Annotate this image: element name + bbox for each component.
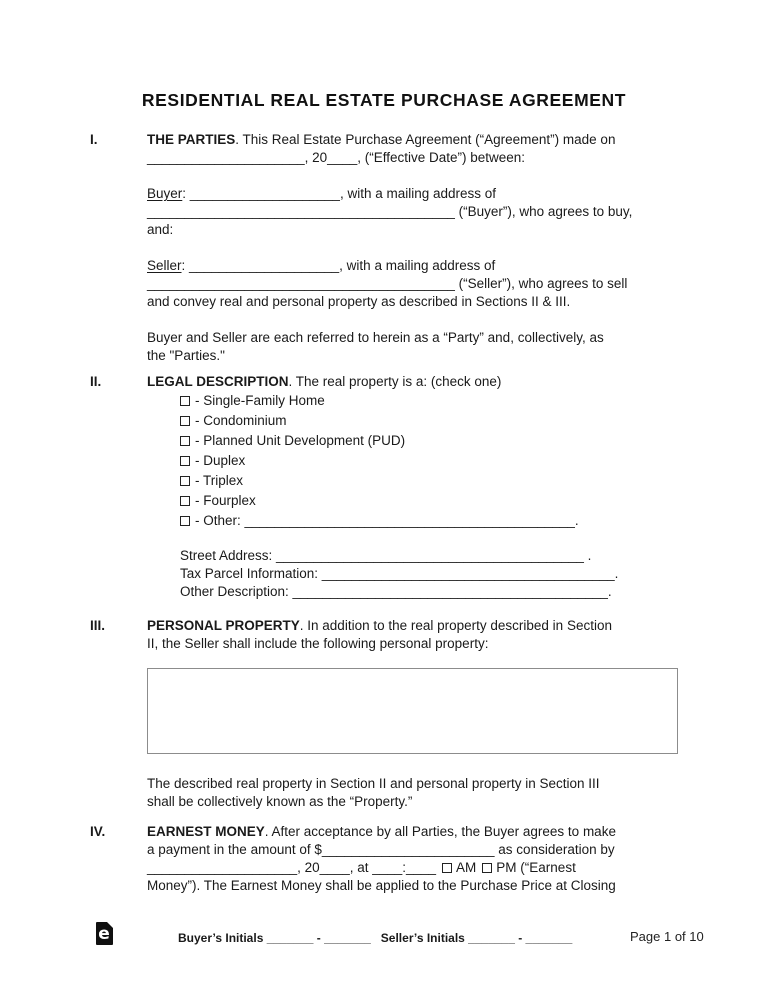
earnest-closing-line: Money”). The Earnest Money shall be applied to the Purchase Price at Closing bbox=[147, 878, 616, 893]
section-the-parties bbox=[90, 131, 678, 365]
initials-line: Buyer’s Initials _______ - _______ Seller’s Initials _______ - _______ bbox=[178, 931, 573, 945]
section-legal-description bbox=[90, 373, 678, 601]
section-numeral: II. bbox=[90, 374, 102, 389]
am-label: AM bbox=[456, 860, 477, 875]
option-other: - Other: ____________________________________________. bbox=[180, 511, 678, 531]
seller-line bbox=[147, 257, 678, 275]
buyer-and-line: and: bbox=[147, 222, 174, 237]
section-heading: LEGAL DESCRIPTION bbox=[147, 374, 289, 389]
page-number: Page 1 of 10 bbox=[630, 929, 704, 944]
property-type-options bbox=[180, 391, 678, 531]
am-checkbox-icon bbox=[442, 863, 452, 873]
tax-parcel-line: Tax Parcel Information: _______________________________________. bbox=[180, 566, 619, 581]
checkbox-icon bbox=[180, 416, 190, 426]
logo-letter: e bbox=[98, 924, 110, 944]
earnest-amount-line: a payment in the amount of $_______________________ as consideration by bbox=[147, 842, 615, 857]
section-numeral: IV. bbox=[90, 824, 106, 839]
seller-label: Seller bbox=[147, 258, 182, 273]
property-note-line-1: The described real property in Section II and personal property in Section III bbox=[147, 776, 600, 791]
personal-property-entry-box bbox=[147, 668, 678, 754]
section-body bbox=[147, 373, 678, 601]
option-fourplex: - Fourplex bbox=[180, 491, 678, 511]
section-heading: PERSONAL PROPERTY bbox=[147, 618, 300, 633]
checkbox-icon bbox=[180, 476, 190, 486]
other-description-line: Other Description: __________________________________________. bbox=[180, 584, 612, 599]
option-single-family-home: - Single-Family Home bbox=[180, 391, 678, 411]
effective-date-line: _____________________, 20____, (“Effective Date”) between: bbox=[147, 150, 526, 165]
checkbox-icon bbox=[180, 516, 190, 526]
seller-convey-line: and convey real and personal property as described in Sections II & III. bbox=[147, 294, 571, 309]
earnest-heading-line: EARNEST MONEY. After acceptance by all Parties, the Buyer agrees to make bbox=[147, 824, 616, 839]
buyer-label: Buyer bbox=[147, 186, 183, 201]
personal-heading-line-2: II, the Seller shall include the following personal property: bbox=[147, 636, 489, 651]
legal-heading-line: LEGAL DESCRIPTION. The real property is a: (check one) bbox=[147, 374, 502, 389]
section-numeral: III. bbox=[90, 618, 106, 633]
checkbox-icon bbox=[180, 496, 190, 506]
buyer-line bbox=[147, 185, 678, 203]
checkbox-icon bbox=[180, 436, 190, 446]
page-footer bbox=[0, 920, 768, 980]
section-body bbox=[147, 131, 678, 365]
collective-line-2: the "Parties." bbox=[147, 348, 225, 363]
earnest-date-time-line: ____________________, 20____, at ____:____ AM PM (“Earnest bbox=[147, 860, 576, 875]
option-planned-unit-development: - Planned Unit Development (PUD) bbox=[180, 431, 678, 451]
option-duplex: - Duplex bbox=[180, 451, 678, 471]
pm-label: PM bbox=[496, 860, 517, 875]
option-condominium: - Condominium bbox=[180, 411, 678, 431]
section-body bbox=[147, 823, 678, 895]
checkbox-icon bbox=[180, 456, 190, 466]
section-numeral: I. bbox=[90, 132, 98, 147]
section-personal-property bbox=[90, 617, 678, 811]
seller-name-blank: : ____________________, with a mailing address of bbox=[181, 258, 496, 273]
eforms-logo-icon bbox=[96, 922, 113, 945]
buyer-address-blank: _________________________________________ (“Buyer”), who agrees to buy, bbox=[147, 204, 633, 219]
section-heading: EARNEST MONEY bbox=[147, 824, 265, 839]
option-triplex: - Triplex bbox=[180, 471, 678, 491]
personal-heading-line: PERSONAL PROPERTY. In addition to the real property described in Section bbox=[147, 618, 612, 633]
street-address-line: Street Address: _________________________________________ . bbox=[180, 548, 592, 563]
parties-heading-line: THE PARTIES. This Real Estate Purchase Agreement (“Agreement”) made on bbox=[147, 132, 616, 147]
seller-address-blank: _________________________________________ (“Seller”), who agrees to sell bbox=[147, 276, 628, 291]
property-address-block bbox=[147, 547, 678, 601]
document-title: RESIDENTIAL REAL ESTATE PURCHASE AGREEMENT bbox=[141, 90, 627, 110]
checkbox-icon bbox=[180, 396, 190, 406]
collective-line-1: Buyer and Seller are each referred to herein as a “Party” and, collectively, as bbox=[147, 330, 604, 345]
property-note-line-2: shall be collectively known as the “Property.” bbox=[147, 794, 413, 809]
section-body bbox=[147, 617, 678, 811]
pm-checkbox-icon bbox=[482, 863, 492, 873]
buyer-name-blank: : ____________________, with a mailing address of bbox=[182, 186, 497, 201]
section-heading: THE PARTIES bbox=[147, 132, 236, 147]
section-earnest-money bbox=[90, 823, 678, 895]
